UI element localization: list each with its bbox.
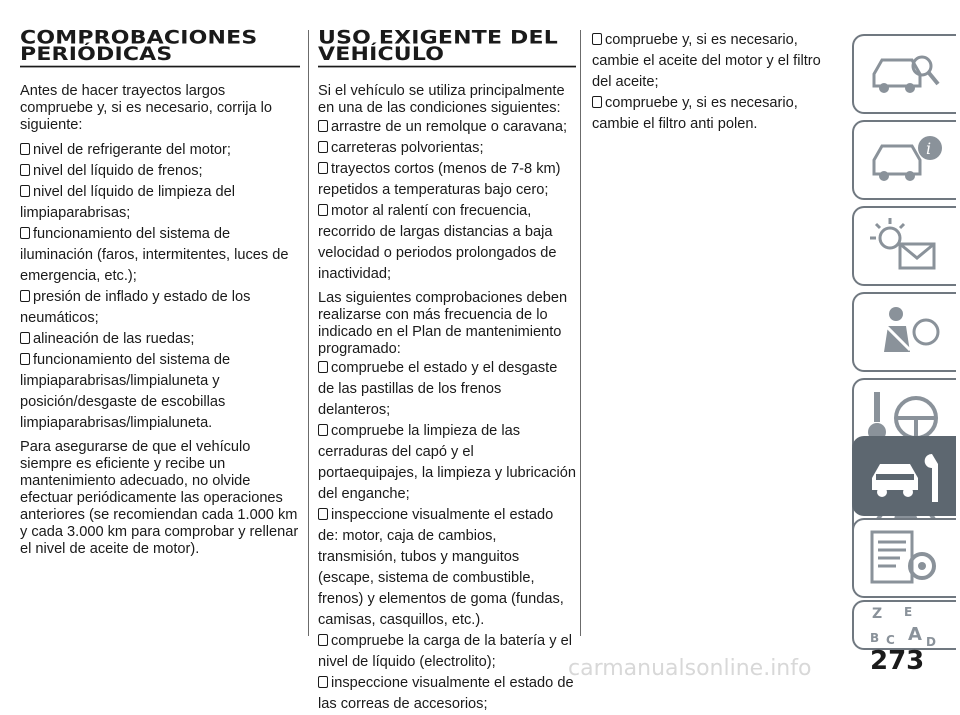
checkbox-bullet-icon bbox=[318, 508, 328, 520]
svg-text:D: D bbox=[926, 635, 936, 648]
heading-line: PERIÓDICAS bbox=[20, 43, 173, 65]
checkbox-bullet-icon bbox=[20, 290, 30, 302]
list-item bbox=[592, 30, 842, 93]
list-item-text: funcionamiento del sistema de limpiaparabrisas/limpialuneta y posición/desgaste de escobillas limpiaparabrisas/limpialuneta. bbox=[20, 352, 231, 431]
list-item-text: nivel del líquido de limpieza del limpiaparabrisas; bbox=[20, 184, 236, 221]
check-list bbox=[20, 140, 300, 434]
page-number: 273 bbox=[870, 646, 925, 676]
svg-text:A: A bbox=[908, 624, 922, 645]
column-divider bbox=[308, 30, 309, 636]
car-search-icon bbox=[866, 44, 946, 104]
list-item bbox=[318, 159, 576, 201]
list-item bbox=[318, 358, 576, 421]
list-item bbox=[318, 421, 576, 505]
list-item-text: compruebe el estado y el desgaste de las pastillas de los frenos delanteros; bbox=[318, 360, 558, 418]
svg-text:C: C bbox=[886, 633, 895, 647]
car-info-icon bbox=[866, 130, 946, 190]
tab-technical-data[interactable] bbox=[852, 518, 956, 598]
checkbox-bullet-icon bbox=[318, 634, 328, 646]
checkbox-bullet-icon bbox=[318, 424, 328, 436]
list-item-text: compruebe y, si es necesario, cambie el aceite del motor y el filtro del aceite; bbox=[592, 32, 821, 90]
list-item bbox=[20, 287, 300, 329]
technical-data-icon bbox=[866, 528, 946, 588]
heading-line: USO EXIGENTE DEL bbox=[318, 27, 558, 49]
list-item bbox=[318, 138, 576, 159]
list-item bbox=[20, 350, 300, 434]
column-continued bbox=[592, 30, 842, 135]
list-item bbox=[20, 329, 300, 350]
heading-line: VEHÍCULO bbox=[318, 43, 445, 65]
section-heading-periodic-checks bbox=[20, 27, 300, 67]
check-list bbox=[318, 358, 576, 715]
checkbox-bullet-icon bbox=[592, 96, 602, 108]
list-item-text: compruebe la carga de la batería y el nivel de líquido (electrolito); bbox=[318, 633, 572, 670]
list-item bbox=[318, 673, 576, 715]
column-divider bbox=[580, 30, 581, 636]
checkbox-bullet-icon bbox=[318, 162, 328, 174]
checkbox-bullet-icon bbox=[318, 361, 328, 373]
list-item-text: alineación de las ruedas; bbox=[33, 331, 195, 347]
alphabetical-index-icon bbox=[866, 604, 946, 648]
condition-list bbox=[318, 117, 576, 285]
tab-safety[interactable] bbox=[852, 292, 956, 372]
list-item-text: presión de inflado y estado de los neumáticos; bbox=[20, 289, 251, 326]
list-item-text: inspeccione visualmente el estado de: motor, caja de cambios, transmisión, tubos y manguitos (escape, sistema de combustible, frenos) y elementos de goma (fundas, camisas, casquillos, etc.). bbox=[318, 507, 564, 628]
list-item-text: nivel de refrigerante del motor; bbox=[33, 142, 231, 158]
intro-paragraph: Antes de hacer trayectos largos compruebe y, si es necesario, corrija lo siguiente: bbox=[20, 83, 272, 133]
list-item-text: compruebe y, si es necesario, cambie el filtro anti polen. bbox=[592, 95, 798, 132]
list-item bbox=[20, 161, 300, 182]
warning-light-mail-icon bbox=[866, 216, 946, 276]
checkbox-bullet-icon bbox=[318, 204, 328, 216]
checkbox-bullet-icon bbox=[318, 120, 328, 132]
list-item bbox=[318, 117, 576, 138]
checkbox-bullet-icon bbox=[592, 33, 602, 45]
list-item-text: trayectos cortos (menos de 7-8 km) repetidos a temperaturas bajo cero; bbox=[318, 161, 561, 198]
list-item-text: compruebe la limpieza de las cerraduras del capó y el portaequipajes, la limpieza y lubricación del enganche; bbox=[318, 423, 576, 502]
tab-dashboard[interactable] bbox=[852, 120, 956, 200]
checkbox-bullet-icon bbox=[20, 332, 30, 344]
list-item-text: carreteras polvorientas; bbox=[331, 140, 484, 156]
checkbox-bullet-icon bbox=[20, 143, 30, 155]
svg-text:Z: Z bbox=[872, 606, 883, 622]
checkbox-bullet-icon bbox=[318, 141, 328, 153]
list-item bbox=[20, 140, 300, 161]
heading-line: COMPROBACIONES bbox=[20, 27, 258, 49]
checkbox-bullet-icon bbox=[20, 353, 30, 365]
tab-maintenance[interactable] bbox=[852, 436, 956, 516]
closing-paragraph: Para asegurarse de que el vehículo siempre es eficiente y recibe un mantenimiento adecuado, no olvide efectuar periódicamente las operaciones anteriores (se recomiendan cada 1.000 km y cada 3.000 km para comprobar y rellenar el nivel de aceite de motor). bbox=[20, 439, 299, 557]
section-heading-demanding-use bbox=[318, 27, 576, 67]
tab-index[interactable] bbox=[852, 600, 956, 650]
list-item bbox=[592, 93, 842, 135]
tab-car-knowledge[interactable] bbox=[852, 34, 956, 114]
list-item bbox=[20, 224, 300, 287]
list-item-text: inspeccione visualmente el estado de las correas de accesorios; bbox=[318, 675, 574, 712]
list-item bbox=[318, 505, 576, 631]
column-periodic-checks bbox=[20, 27, 300, 564]
svg-text:i: i bbox=[926, 139, 932, 158]
list-item-text: funcionamiento del sistema de iluminación (faros, intermitentes, luces de emergencia, etc.); bbox=[20, 226, 289, 284]
column-demanding-use bbox=[318, 27, 576, 715]
svg-text:E: E bbox=[904, 605, 913, 619]
intro-paragraph: Si el vehículo se utiliza principalmente en una de las condiciones siguientes: bbox=[318, 83, 565, 116]
svg-text:B: B bbox=[870, 631, 880, 645]
middle-paragraph: Las siguientes comprobaciones deben realizarse con más frecuencia de lo indicado en el Plan de mantenimiento programado: bbox=[318, 290, 568, 357]
list-item-text: arrastre de un remolque o caravana; bbox=[331, 119, 568, 135]
list-item bbox=[20, 182, 300, 224]
list-item-text: nivel del líquido de frenos; bbox=[33, 163, 203, 179]
tab-warnings[interactable] bbox=[852, 206, 956, 286]
list-item bbox=[318, 631, 576, 673]
seatbelt-airbag-icon bbox=[866, 302, 946, 362]
checkbox-bullet-icon bbox=[20, 227, 30, 239]
checkbox-bullet-icon bbox=[20, 164, 30, 176]
list-item-text: motor al ralentí con frecuencia, recorrido de largas distancias a baja velocidad o periodos prolongados de inactividad; bbox=[318, 203, 557, 282]
checkbox-bullet-icon bbox=[20, 185, 30, 197]
car-maintenance-icon bbox=[866, 448, 946, 508]
watermark: carmanualsonline.info bbox=[568, 656, 812, 681]
list-item bbox=[318, 201, 576, 285]
